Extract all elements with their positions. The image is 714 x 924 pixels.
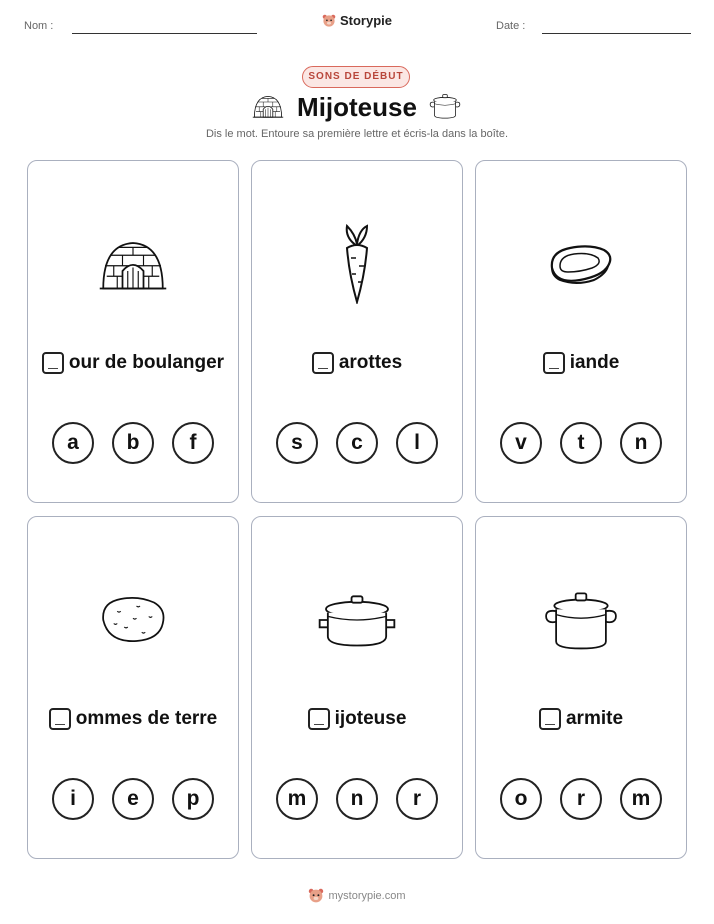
word-rest: ijoteuse: [334, 708, 407, 729]
word-rest: armite: [565, 708, 624, 729]
letter-choice[interactable]: b: [112, 422, 154, 464]
date-label: Date :: [496, 20, 526, 32]
potato-icon: [98, 593, 168, 647]
letter-choice[interactable]: s: [276, 422, 318, 464]
letter-choice[interactable]: l: [396, 422, 438, 464]
letter-choice[interactable]: r: [560, 778, 602, 820]
letter-choice[interactable]: m: [276, 778, 318, 820]
steak-icon: [546, 240, 616, 288]
date-line[interactable]: [542, 33, 691, 34]
word-card: [251, 516, 463, 859]
name-line[interactable]: [72, 33, 257, 34]
name-label: Nom :: [24, 20, 54, 32]
letter-choice[interactable]: p: [172, 778, 214, 820]
word-rest: our de boulanger: [68, 352, 225, 373]
letter-choices: [476, 778, 686, 820]
letter-choice[interactable]: o: [500, 778, 542, 820]
letter-choice[interactable]: m: [620, 778, 662, 820]
letter-choice[interactable]: e: [112, 778, 154, 820]
word-prompt: [252, 349, 462, 377]
letter-choice[interactable]: a: [52, 422, 94, 464]
word-rest: ommes de terre: [75, 708, 218, 729]
word-prompt: [252, 705, 462, 733]
letter-choices: [28, 778, 238, 820]
word-prompt: [28, 349, 238, 377]
instructions: Dis le mot. Entoure sa première lettre et écris-la dans la boîte.: [205, 128, 509, 140]
word-prompt: [476, 705, 686, 733]
letter-choice[interactable]: i: [52, 778, 94, 820]
brand-name: Storypie: [339, 13, 392, 28]
page-title: Mijoteuse: [297, 92, 417, 122]
letter-choices: [252, 778, 462, 820]
answer-box[interactable]: [312, 352, 334, 374]
word-card: [251, 160, 463, 503]
word-card: [27, 160, 239, 503]
slow-cooker-icon: [316, 590, 398, 650]
word-rest: iande: [569, 352, 620, 373]
bear-mascot-icon: [308, 888, 324, 904]
footer: [0, 888, 714, 907]
igloo-icon: [98, 232, 168, 296]
bear-mascot-icon: [322, 14, 336, 28]
letter-choices: [476, 422, 686, 464]
letter-choice[interactable]: t: [560, 422, 602, 464]
answer-box[interactable]: [543, 352, 565, 374]
word-card: [475, 516, 687, 859]
stock-pot-icon: [541, 587, 621, 653]
word-prompt: [476, 349, 686, 377]
answer-box[interactable]: [49, 708, 71, 730]
letter-choice[interactable]: n: [336, 778, 378, 820]
brand-logo: [0, 13, 714, 31]
word-prompt: [28, 705, 238, 733]
letter-choice[interactable]: c: [336, 422, 378, 464]
cooking-pot-icon: [428, 92, 462, 120]
category-badge: SONS DE DÉBUT: [302, 66, 410, 88]
word-card: [475, 160, 687, 503]
footer-site[interactable]: mystorypie.com: [328, 890, 406, 902]
letter-choice[interactable]: f: [172, 422, 214, 464]
answer-box[interactable]: [539, 708, 561, 730]
letter-choices: [28, 422, 238, 464]
word-card: [27, 516, 239, 859]
letter-choice[interactable]: v: [500, 422, 542, 464]
letter-choice[interactable]: r: [396, 778, 438, 820]
answer-box[interactable]: [308, 708, 330, 730]
carrot-icon: [337, 224, 377, 304]
letter-choice[interactable]: n: [620, 422, 662, 464]
letter-choices: [252, 422, 462, 464]
word-rest: arottes: [338, 352, 403, 373]
answer-box[interactable]: [42, 352, 64, 374]
